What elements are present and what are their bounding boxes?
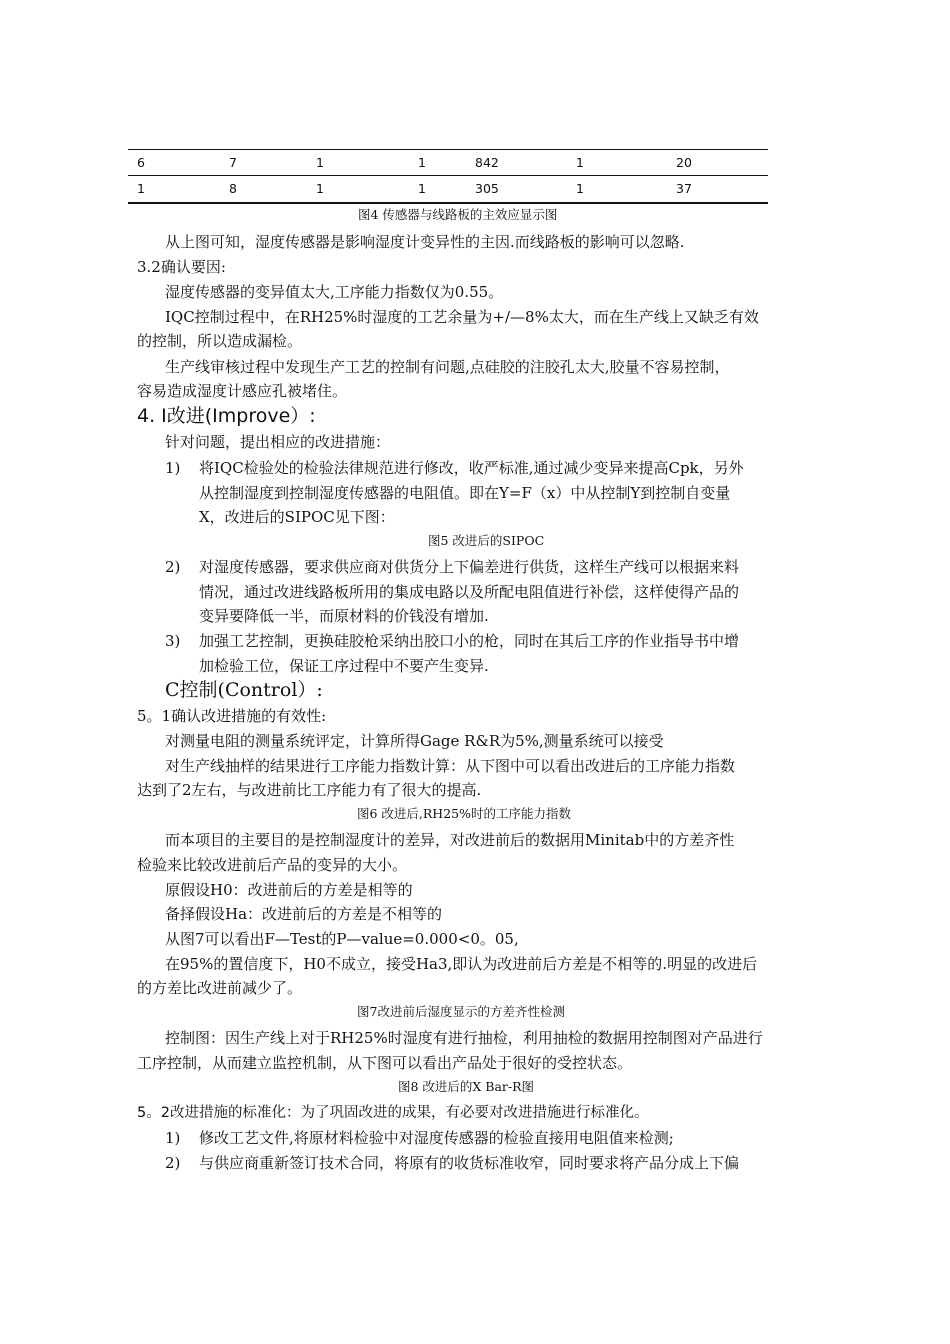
list-number: 3) — [165, 632, 181, 650]
list-text: 对湿度传感器，要求供应商对供货分上下偏差进行供货，这样生产线可以根据来料 — [199, 558, 740, 576]
table-top-rule — [128, 149, 768, 150]
paragraph: 对测量电阻的测量系统评定，计算所得Gage R&R为5%,测量系统可以接受 — [165, 732, 664, 750]
table-bottom-rule — [128, 202, 768, 204]
list-text: 加强工艺控制，更换硅胶枪采纳出胶口小的枪，同时在其后工序的作业指导书中增 — [199, 632, 740, 650]
list-number: 2) — [165, 1154, 181, 1172]
table-cell: 1 — [576, 181, 584, 196]
section-heading: 5。1确认改进措施的有效性: — [137, 707, 327, 725]
section-heading: 4. I改进(Improve）: — [137, 405, 316, 427]
paragraph: 从上图可知，湿度传感器是影响湿度计变异性的主因.而线路板的影响可以忽略. — [165, 233, 685, 251]
figure-caption: 图5 改进后的SIPOC — [428, 533, 545, 548]
paragraph: 的方差比改进前减少了。 — [137, 979, 303, 997]
list-text: 从控制湿度到控制湿度传感器的电阻值。即在Y=F（x）中从控制Y到控制自变量 — [199, 484, 731, 502]
list-text: 将IQC检验处的检验法律规范进行修改，收严标准,通过减少变异来提高Cpk，另外 — [199, 459, 744, 477]
paragraph: 在95%的置信度下，H0不成立，接受Ha3,即认为改进前后方差是不相等的.明显的改进后 — [165, 955, 758, 973]
table-cell: 1 — [316, 155, 324, 170]
table-cell: 1 — [137, 181, 145, 196]
paragraph: 而本项目的主要目的是控制湿度计的差异，对改进前后的数据用Minitab中的方差齐性 — [165, 831, 735, 849]
list-text: 修改工艺文件,将原材料检验中对湿度传感器的检验直接用电阻值来检测; — [199, 1129, 674, 1147]
table-cell: 8 — [229, 181, 237, 196]
section-heading: 3.2确认要因: — [137, 258, 226, 276]
paragraph: 对生产线抽样的结果进行工序能力指数计算：从下图中可以看出改进后的工序能力指数 — [165, 757, 736, 775]
list-text: X，改进后的SIPOC见下图： — [199, 508, 395, 526]
table-cell: 305 — [475, 181, 499, 196]
paragraph: 原假设H0：改进前后的方差是相等的 — [165, 881, 413, 899]
figure-caption: 图4 传感器与线路板的主效应显示图 — [358, 207, 558, 222]
paragraph: 工序控制，从而建立监控机制，从下图可以看出产品处于很好的受控状态。 — [137, 1054, 633, 1072]
section-heading: C控制(Control）: — [165, 679, 323, 701]
table-cell: 37 — [676, 181, 692, 196]
paragraph: 从图7可以看出F—Test的P—value=0.000<0。05, — [165, 930, 519, 948]
table-cell: 20 — [676, 155, 692, 170]
list-number: 2) — [165, 558, 181, 576]
figure-caption: 图6 改进后,RH25%时的工序能力指数 — [357, 806, 571, 821]
list-number: 1) — [165, 1129, 181, 1147]
paragraph: 备择假设Ha：改进前后的方差是不相等的 — [165, 905, 443, 923]
paragraph: 容易造成湿度计感应孔被堵住。 — [137, 382, 348, 400]
figure-caption: 图7改进前后湿度显示的方差齐性检测 — [357, 1004, 565, 1019]
section-heading: 5。2改进措施的标准化：为了巩固改进的成果，有必要对改进措施进行标准化。 — [137, 1105, 649, 1121]
paragraph: 达到了2左右，与改进前比工序能力有了很大的提高. — [137, 781, 482, 799]
table-cell: 6 — [137, 155, 145, 170]
table-cell: 1 — [316, 181, 324, 196]
table-cell: 842 — [475, 155, 499, 170]
paragraph: 控制图：因生产线上对于RH25%时湿度有进行抽检，利用抽检的数据用控制图对产品进行 — [165, 1029, 763, 1047]
paragraph: 的控制，所以造成漏检。 — [137, 332, 303, 350]
table-cell: 1 — [418, 181, 426, 196]
list-text: 加检验工位，保证工序过程中不要产生变异. — [199, 657, 489, 675]
list-number: 1) — [165, 459, 181, 477]
paragraph: IQC控制过程中，在RH25%时湿度的工艺余量为+/—8%太大，而在生产线上又缺乏有效 — [165, 308, 759, 326]
paragraph: 针对问题，提出相应的改进措施： — [165, 433, 391, 451]
table-cell: 1 — [418, 155, 426, 170]
figure-caption: 图8 改进后的X Bar-R图 — [398, 1079, 535, 1094]
table-mid-rule — [128, 175, 768, 176]
table-cell: 7 — [229, 155, 237, 170]
list-text: 变异要降低一半，而原材料的价钱没有增加. — [199, 607, 489, 625]
list-text: 情况，通过改进线路板所用的集成电路以及所配电阻值进行补偿，这样使得产品的 — [199, 583, 740, 601]
paragraph: 湿度传感器的变异值太大,工序能力指数仅为0.55。 — [165, 283, 504, 301]
list-text: 与供应商重新签订技术合同，将原有的收货标准收窄，同时要求将产品分成上下偏 — [199, 1154, 740, 1172]
table-cell: 1 — [576, 155, 584, 170]
paragraph: 检验来比较改进前后产品的变异的大小。 — [137, 856, 408, 874]
paragraph: 生产线审核过程中发现生产工艺的控制有问题,点硅胶的注胶孔太大,胶量不容易控制， — [165, 358, 730, 376]
